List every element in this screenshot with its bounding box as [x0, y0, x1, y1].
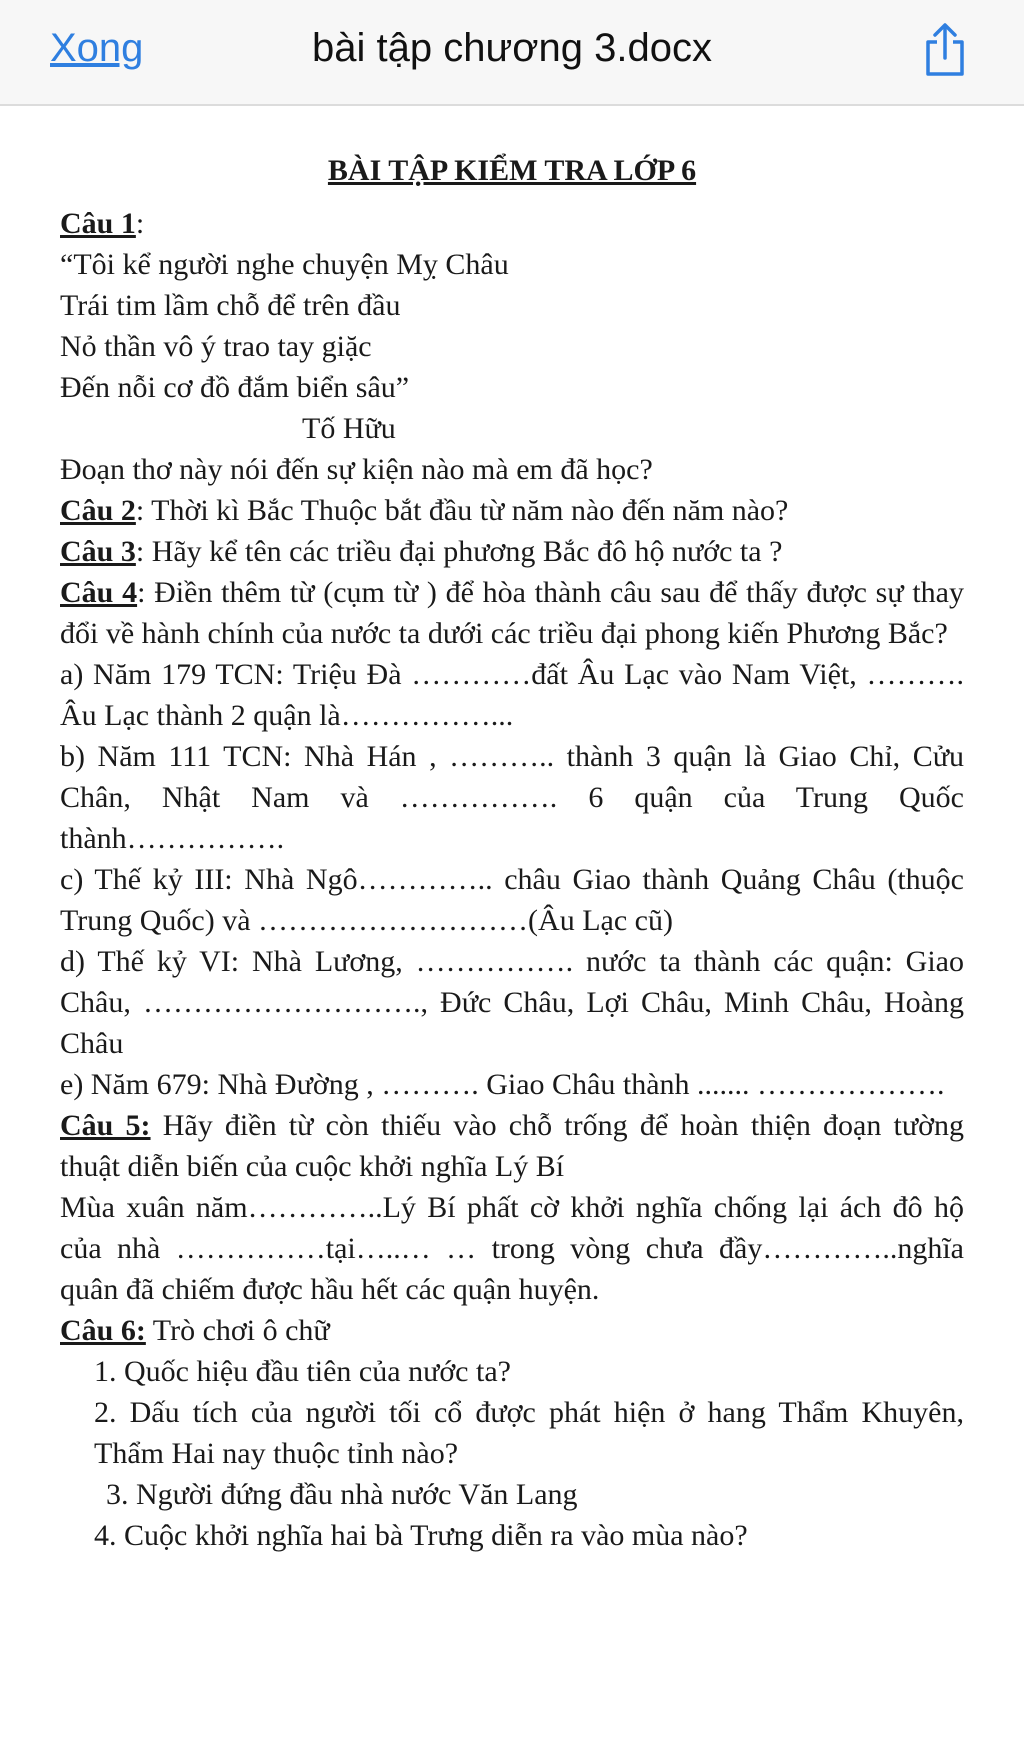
question-6-item-4: 4. Cuộc khởi nghĩa hai bà Trưng diễn ra vào mùa nào? — [94, 1519, 748, 1552]
poem-line: Nỏ thần vô ý trao tay giặc — [60, 330, 372, 363]
question-5-label: Câu 5: — [60, 1109, 151, 1142]
poem-author: Tố Hữu — [302, 412, 396, 445]
done-button[interactable]: Xong — [50, 26, 144, 70]
question-1-text: Đoạn thơ này nói đến sự kiện nào mà em đã học? — [60, 453, 653, 486]
top-toolbar — [0, 0, 1024, 106]
question-4-item-e: e) Năm 679: Nhà Đường , ………. Giao Châu thành ....... ………………. — [60, 1068, 945, 1101]
share-icon — [920, 22, 970, 78]
question-2-label: Câu 2 — [60, 494, 136, 527]
question-2-text: : Thời kì Bắc Thuộc bắt đầu từ năm nào đến năm nào? — [135, 494, 789, 527]
question-4-item-d: d) Thế kỷ VI: Nhà Lương, ……………. nước ta thành các quận: Giao Châu, ………………………., Đức Châu, Lợi Châu, Minh Châu, Hoàng Châu — [60, 945, 964, 1060]
question-3-text: : Hãy kể tên các triều đại phương Bắc đô hộ nước ta ? — [135, 535, 783, 568]
question-5-text: Hãy điền từ còn thiếu vào chỗ trống để hoàn thiện đoạn tường thuật diễn biến của cuộc khởi nghĩa Lý Bí — [60, 1109, 965, 1183]
question-6 — [60, 1310, 964, 1351]
question-4-item-b: b) Năm 111 TCN: Nhà Hán , ……….. thành 3 quận là Giao Chỉ, Cửu Chân, Nhật Nam và ……………. 6 quận của Trung Quốc thành……………. — [60, 740, 964, 855]
question-1-colon: : — [135, 207, 145, 240]
question-5-paragraph: Mùa xuân năm…………..Lý Bí phất cờ khởi nghĩa chống lại ách đô hộ của nhà ……………tại…..… … trong vòng chưa đầy…………..nghĩa quân đã chiếm được hầu hết các quận huyện. — [60, 1191, 964, 1306]
share-button[interactable] — [920, 22, 970, 78]
poem-line: Trái tim lầm chỗ để trên đầu — [60, 289, 401, 322]
question-5 — [60, 1105, 964, 1187]
question-3 — [60, 531, 964, 572]
question-6-item-2: 2. Dấu tích của người tối cổ được phát hiện ở hang Thẩm Khuyên, Thẩm Hai nay thuộc tỉnh nào? — [94, 1396, 964, 1470]
question-4-item-a: a) Năm 179 TCN: Triệu Đà …………đất Âu Lạc vào Nam Việt, ………. Âu Lạc thành 2 quận là……………... — [60, 658, 964, 732]
question-6-text: Trò chơi ô chữ — [145, 1314, 330, 1347]
question-1-label: Câu 1 — [60, 207, 136, 240]
question-2 — [60, 490, 964, 531]
file-title: bài tập chương 3.docx — [312, 26, 712, 70]
question-6-label: Câu 6: — [60, 1314, 146, 1347]
question-4-label: Câu 4 — [60, 576, 138, 609]
document-body — [60, 150, 964, 1556]
question-3-label: Câu 3 — [60, 535, 136, 568]
question-6-item-1: 1. Quốc hiệu đầu tiên của nước ta? — [94, 1355, 511, 1388]
question-4-item-c: c) Thế kỷ III: Nhà Ngô………….. châu Giao thành Quảng Châu (thuộc Trung Quốc) và ………………………(Âu Lạc cũ) — [60, 863, 964, 937]
question-4 — [60, 572, 964, 654]
question-6-item-3: 3. Người đứng đầu nhà nước Văn Lang — [106, 1478, 578, 1511]
document-title: BÀI TẬP KIỂM TRA LỚP 6 — [327, 154, 697, 187]
poem-line: “Tôi kể người nghe chuyện Mỵ Châu — [60, 248, 509, 281]
poem-line: Đến nỗi cơ đồ đắm biển sâu” — [60, 371, 410, 404]
question-1-heading — [60, 203, 964, 244]
question-4-text: : Điền thêm từ (cụm từ ) để hòa thành câu sau để thấy được sự thay đổi về hành chính của nước ta dưới các triều đại phong kiến Phương Bắc? — [60, 576, 964, 650]
